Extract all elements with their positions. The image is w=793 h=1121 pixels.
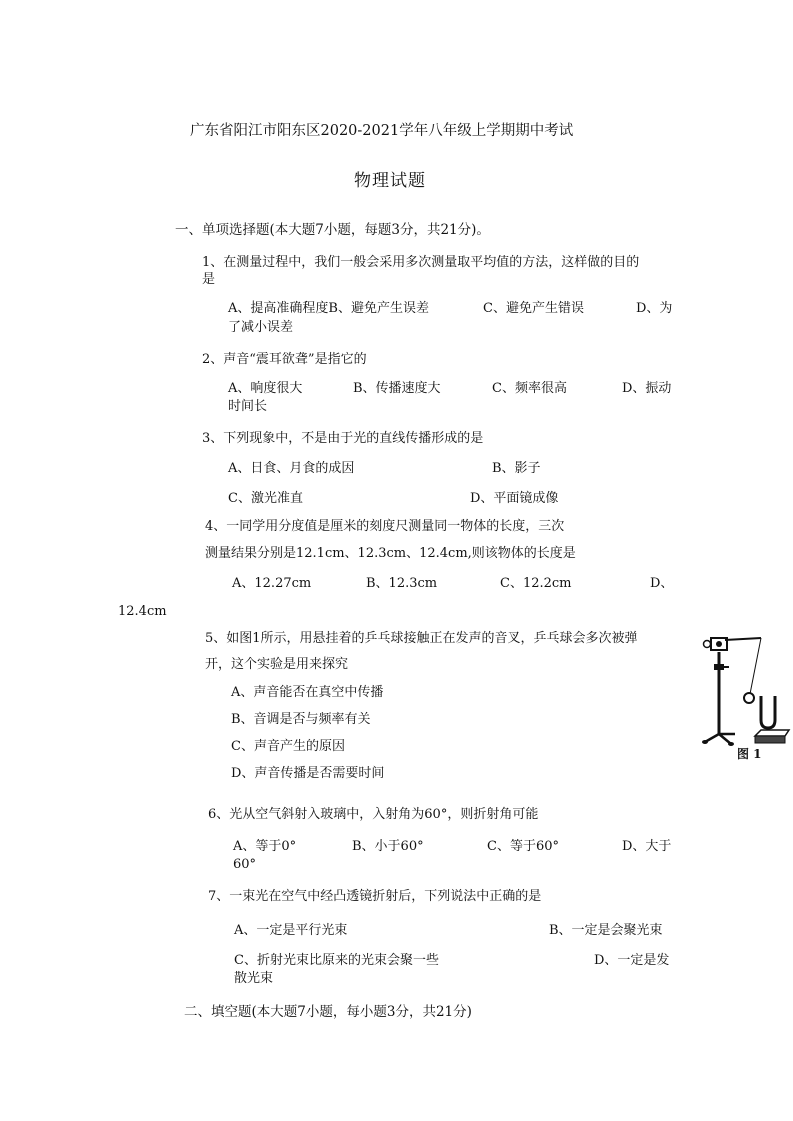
q5-option-a: A、声音能否在真空中传播 xyxy=(231,685,384,700)
q3-option-b: B、影子 xyxy=(492,461,541,476)
q2-option-c: C、频率很高 xyxy=(492,381,567,396)
q4-stem-line1: 4、一同学用分度值是厘米的刻度尺测量同一物体的长度，三次 xyxy=(205,519,565,534)
q7-stem: 7、一束光在空气中经凸透镜折射后，下列说法中正确的是 xyxy=(208,889,542,904)
q1-option-d: D、为 xyxy=(636,301,673,316)
section1-heading: 一、单项选择题(本大题7小题，每题3分，共21分)。 xyxy=(175,222,490,238)
q4-stem-line2: 测量结果分别是12.1cm、12.3cm、12.4cm,则该物体的长度是 xyxy=(205,546,576,561)
q6-option-c: C、等于60° xyxy=(487,839,559,854)
figure-1-tuning-fork-apparatus xyxy=(701,624,793,764)
q5-option-d: D、声音传播是否需要时间 xyxy=(231,766,385,781)
q1-option-ab: A、提高准确程度B、避免产生误差 xyxy=(228,301,429,316)
q1-option-c: C、避免产生错误 xyxy=(483,301,584,316)
q1-stem-line1: 1、在测量过程中，我们一般会采用多次测量取平均值的方法，这样做的目的 xyxy=(202,255,640,270)
q6-option-d-continued: 60° xyxy=(233,857,257,872)
q4-option-d: D、 xyxy=(650,576,674,591)
q5-option-c: C、声音产生的原因 xyxy=(231,739,345,754)
q3-stem: 3、下列现象中，不是由于光的直线传播形成的是 xyxy=(202,431,484,446)
q2-option-a: A、响度很大 xyxy=(228,381,303,396)
figure-1-label: 图 1 xyxy=(737,747,762,761)
q4-option-a: A、12.27cm xyxy=(232,576,312,591)
q2-option-d-continued: 时间长 xyxy=(228,399,268,414)
q5-option-b: B、音调是否与频率有关 xyxy=(231,712,371,727)
q5-stem-line2: 开，这个实验是用来探究 xyxy=(205,657,349,672)
q6-option-a: A、等于0° xyxy=(233,839,297,854)
q3-option-a: A、日食、月食的成因 xyxy=(228,461,355,476)
section2-heading: 二、填空题(本大题7小题，每小题3分，共21分) xyxy=(184,1004,472,1020)
q1-stem-line2: 是 xyxy=(202,272,216,287)
q2-option-d: D、振动 xyxy=(622,381,672,396)
exam-title: 广东省阳江市阳东区2020-2021学年八年级上学期期中考试 xyxy=(190,123,574,139)
exam-subtitle: 物理试题 xyxy=(354,171,426,191)
q7-option-c: C、折射光束比原来的光束会聚一些 xyxy=(234,953,439,968)
q5-stem-line1: 5、如图1所示，用悬挂着的乒乓球接触正在发声的音叉，乒乓球会多次被弹 xyxy=(205,631,638,646)
q6-option-b: B、小于60° xyxy=(352,839,424,854)
q6-stem: 6、光从空气斜射入玻璃中，入射角为60°，则折射角可能 xyxy=(208,807,539,822)
q1-option-d-continued: 了减小误差 xyxy=(228,320,294,335)
tuning-fork-pendulum-diagram xyxy=(701,624,793,764)
q7-option-a: A、一定是平行光束 xyxy=(234,923,348,938)
q7-option-d: D、一定是发 xyxy=(594,953,670,968)
q4-option-c: C、12.2cm xyxy=(500,576,572,591)
q2-option-b: B、传播速度大 xyxy=(353,381,441,396)
q4-option-b: B、12.3cm xyxy=(366,576,438,591)
q3-option-c: C、激光准直 xyxy=(228,491,303,506)
q7-option-b: B、一定是会聚光束 xyxy=(549,923,663,938)
q6-option-d: D、大于 xyxy=(622,839,672,854)
q2-stem: 2、声音“震耳欲聋”是指它的 xyxy=(202,352,367,367)
q4-option-d-continued: 12.4cm xyxy=(118,604,167,619)
q7-option-d-continued: 散光束 xyxy=(234,971,274,986)
q3-option-d: D、平面镜成像 xyxy=(470,491,559,506)
